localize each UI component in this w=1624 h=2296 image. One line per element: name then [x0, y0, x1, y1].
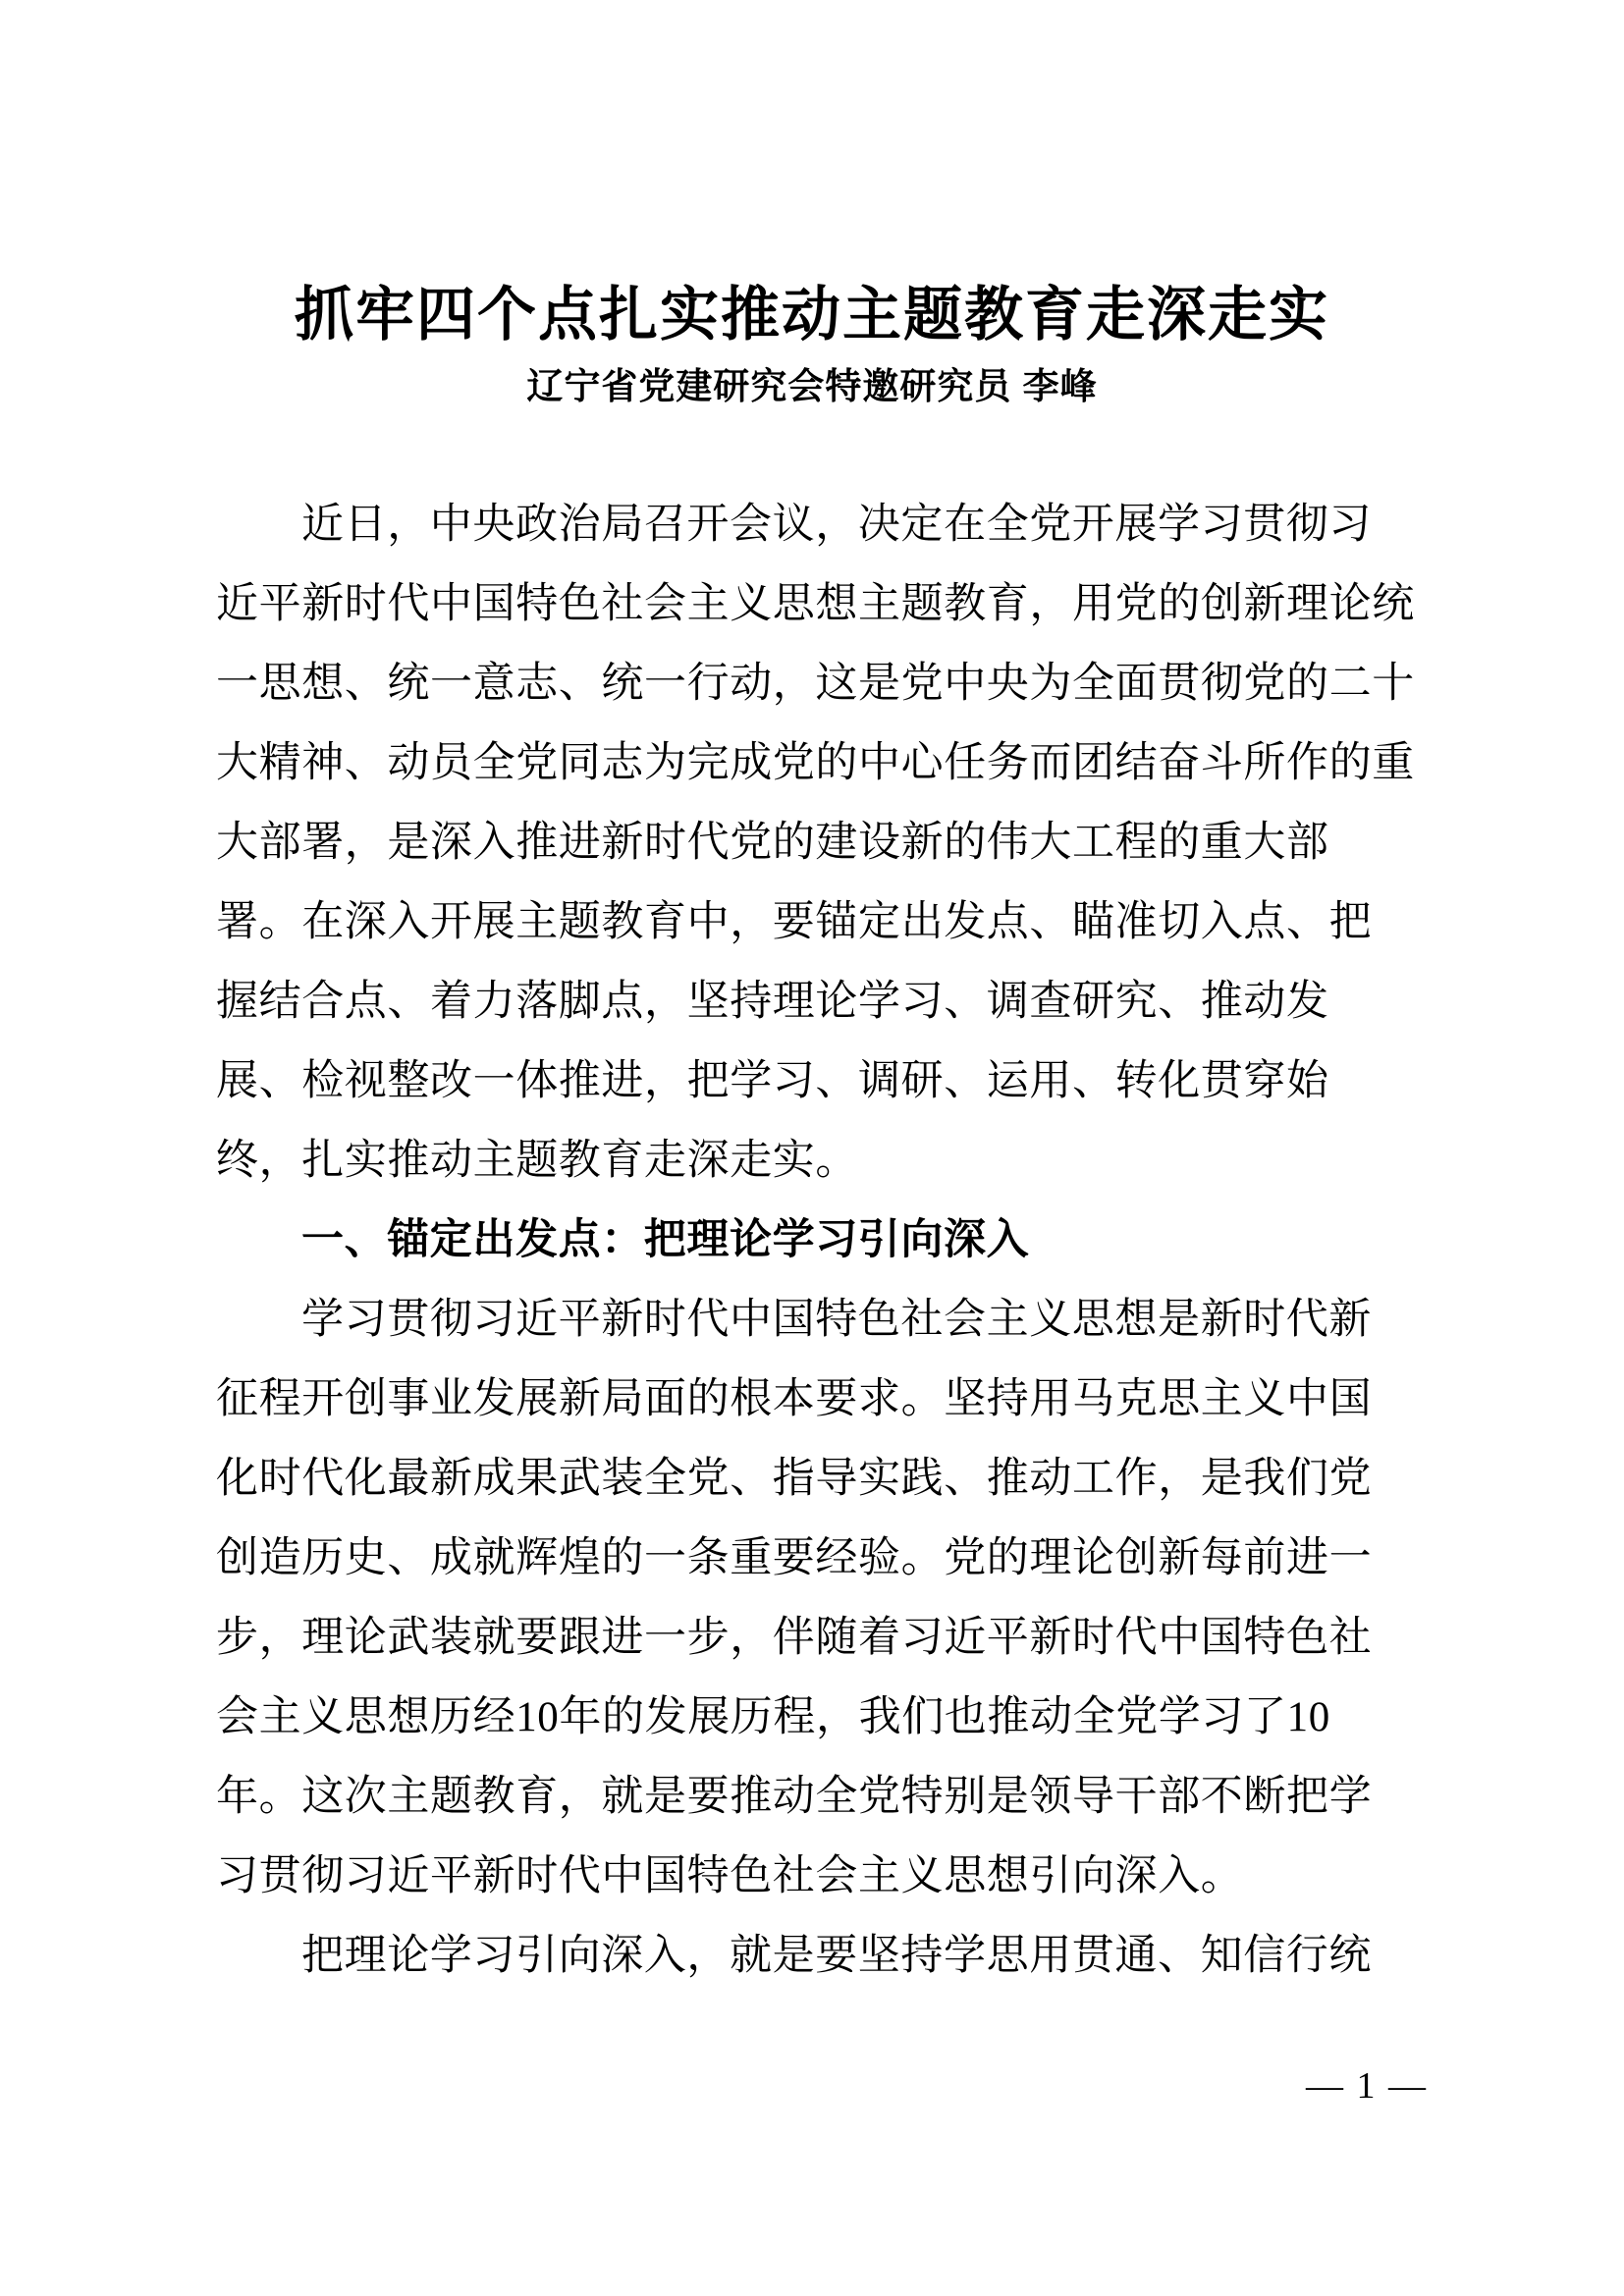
body-line: 大精神、动员全党同志为完成党的中心任务而团结奋斗所作的重	[216, 740, 1415, 786]
body-line: 大部署，是深入推进新时代党的建设新的伟大工程的重大部	[216, 820, 1329, 866]
body-line: 展、检视整改一体推进，把学习、调研、运用、转化贯穿始	[216, 1058, 1329, 1104]
section-heading: 一、锚定出发点：把理论学习引向深入	[301, 1216, 1030, 1263]
body-line: 年。这次主题教育，就是要推动全党特别是领导干部不断把学	[216, 1774, 1373, 1820]
body-line: 近日，中央政治局召开会议，决定在全党开展学习贯彻习	[301, 502, 1372, 548]
body-line: 会主义思想历经10年的发展历程，我们也推动全党学习了10	[216, 1694, 1330, 1740]
document-title: 抓牢四个点扎实推动主题教育走深走实	[295, 282, 1329, 347]
body-line: 化时代化最新成果武装全党、指导实践、推动工作，是我们党	[216, 1456, 1373, 1502]
body-line: 握结合点、着力落脚点，坚持理论学习、调查研究、推动发	[216, 979, 1329, 1025]
body-line: 创造历史、成就辉煌的一条重要经验。党的理论创新每前进一	[216, 1535, 1373, 1581]
body-line: 一思想、统一意志、统一行动，这是党中央为全面贯彻党的二十	[216, 661, 1415, 707]
body-line: 学习贯彻习近平新时代中国特色社会主义思想是新时代新	[301, 1297, 1372, 1343]
body-line: 步，理论武装就要跟进一步，伴随着习近平新时代中国特色社	[216, 1615, 1373, 1661]
body-line: 把理论学习引向深入，就是要坚持学思用贯通、知信行统	[301, 1933, 1372, 1979]
body-line: 近平新时代中国特色社会主义思想主题教育，用党的创新理论统	[216, 581, 1415, 627]
body-line: 署。在深入开展主题教育中，要锚定出发点、瞄准切入点、把	[216, 899, 1373, 945]
page-number: — 1 —	[1306, 2065, 1428, 2107]
document-body	[216, 485, 1418, 1996]
document-byline: 辽宁省党建研究会特邀研究员 李峰	[526, 366, 1098, 406]
body-line: 习贯彻习近平新时代中国特色社会主义思想引向深入。	[216, 1853, 1244, 1899]
body-line: 终，扎实推动主题教育走深走实。	[216, 1138, 858, 1184]
body-line: 征程开创事业发展新局面的根本要求。坚持用马克思主义中国	[216, 1376, 1373, 1422]
